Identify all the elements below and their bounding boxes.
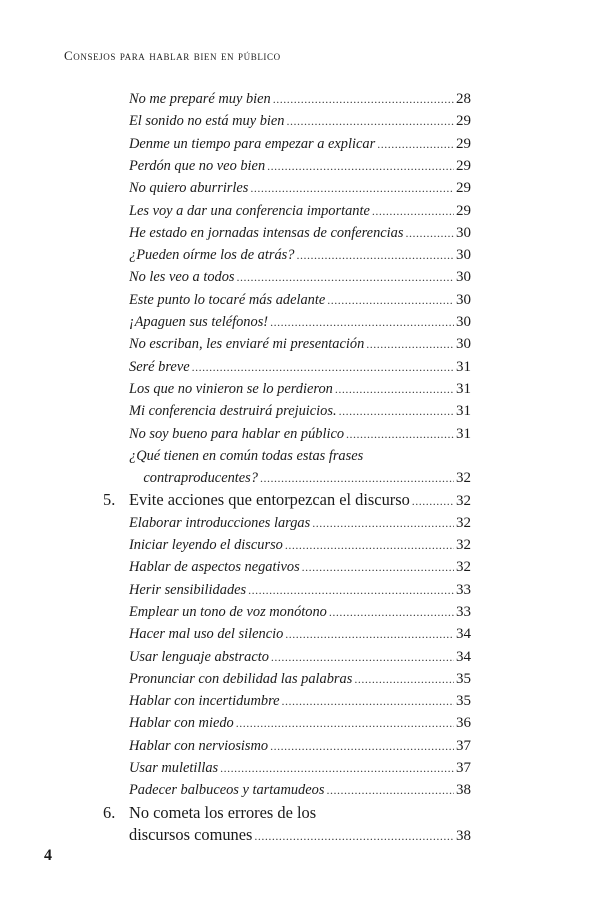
entry-page-number: 32 bbox=[456, 537, 471, 553]
entry-page-number: 31 bbox=[456, 380, 471, 397]
entry-page-number: 34 bbox=[456, 648, 471, 665]
toc-subentry bbox=[129, 311, 471, 333]
dot-leader bbox=[254, 825, 454, 846]
entry-page-number: 33 bbox=[456, 603, 471, 620]
dot-leader bbox=[282, 690, 454, 712]
entry-title: Usar muletillas bbox=[129, 760, 219, 776]
entry-title: Evite acciones que entorpezcan el discurso bbox=[129, 490, 410, 510]
toc-subentry bbox=[129, 244, 471, 266]
dot-leader bbox=[248, 579, 454, 601]
entry-page-number: 28 bbox=[456, 91, 471, 107]
entry-page-number: 36 bbox=[456, 715, 471, 732]
entry-title: ¡Apaguen sus teléfonos! bbox=[129, 314, 269, 330]
entry-title: contraproducentes? bbox=[129, 470, 258, 487]
entry-page-number: 35 bbox=[456, 693, 471, 710]
dot-leader bbox=[250, 177, 454, 199]
dot-leader bbox=[412, 490, 454, 511]
dot-leader bbox=[405, 222, 454, 244]
toc-subentry bbox=[129, 601, 471, 623]
toc-subentry bbox=[129, 779, 471, 801]
dot-leader bbox=[192, 356, 454, 378]
toc-subentry bbox=[129, 467, 471, 489]
toc-subentry-line: ¿Qué tienen en común todas estas frases bbox=[129, 447, 364, 464]
dot-leader bbox=[327, 289, 454, 311]
toc-subentry bbox=[129, 289, 471, 311]
entry-page-number: 30 bbox=[456, 336, 471, 353]
dot-leader bbox=[267, 155, 454, 177]
dot-leader bbox=[377, 133, 454, 155]
entry-title: Usar lenguaje abstracto bbox=[129, 648, 269, 665]
toc-subentry bbox=[129, 222, 471, 244]
toc-subentry bbox=[129, 200, 471, 222]
entry-title: No escriban, les enviaré mi presentación bbox=[129, 336, 365, 353]
entry-page-number: 35 bbox=[456, 670, 471, 687]
entry-title: Pronunciar con debilidad las palabras bbox=[129, 670, 353, 687]
entry-page-number: 33 bbox=[456, 581, 471, 598]
toc-subentry bbox=[129, 712, 471, 734]
entry-page-number: 31 bbox=[456, 358, 471, 375]
entry-page-number: 37 bbox=[456, 737, 471, 754]
entry-title: No quiero aburrirles bbox=[129, 180, 249, 197]
toc-subentry bbox=[129, 735, 471, 757]
toc-subentry bbox=[129, 668, 471, 690]
toc-subentry bbox=[129, 579, 471, 601]
dot-leader bbox=[286, 110, 454, 132]
toc-subentry bbox=[129, 423, 471, 445]
dot-leader bbox=[236, 712, 454, 734]
entry-page-number: 29 bbox=[456, 180, 471, 197]
entry-page-number: 29 bbox=[456, 135, 471, 152]
entry-title: Seré breve bbox=[129, 358, 190, 375]
toc-section-line: No cometa los errores de los bbox=[129, 802, 317, 822]
toc-subentry bbox=[129, 400, 471, 422]
dot-leader bbox=[296, 244, 454, 266]
dot-leader bbox=[346, 423, 454, 445]
entry-page-number: 38 bbox=[456, 782, 471, 799]
entry-page-number: 32 bbox=[456, 559, 471, 576]
toc-subentry bbox=[129, 757, 471, 779]
dot-leader bbox=[273, 88, 454, 110]
toc-subentry bbox=[129, 646, 471, 668]
entry-title: Elaborar introducciones largas bbox=[129, 514, 311, 531]
dot-leader bbox=[372, 200, 454, 222]
entry-page-number: 30 bbox=[456, 224, 471, 241]
entry-title: Hablar de aspectos negativos bbox=[129, 559, 300, 576]
entry-title: He estado en jornadas intensas de conferencias bbox=[129, 224, 404, 241]
dot-leader bbox=[220, 757, 454, 779]
toc-subentry bbox=[129, 512, 471, 534]
toc-subentry bbox=[129, 333, 471, 355]
toc-section-entry bbox=[129, 824, 471, 846]
entry-title: El sonido no está muy bien bbox=[129, 113, 285, 130]
running-header: Consejos para hablar bien en público bbox=[64, 48, 281, 63]
entry-title: Mi conferencia destruirá prejuicios. bbox=[129, 403, 337, 420]
toc-subentry bbox=[129, 690, 471, 712]
dot-leader bbox=[335, 378, 454, 400]
toc-subentry bbox=[129, 556, 471, 578]
toc-subentry bbox=[129, 133, 471, 155]
entry-page-number: 32 bbox=[456, 470, 471, 487]
entry-page-number: 29 bbox=[456, 202, 471, 219]
entry-title: Padecer balbuceos y tartamudeos bbox=[129, 782, 325, 799]
section-number: 5. bbox=[103, 490, 116, 510]
entry-page-number: 38 bbox=[456, 827, 471, 844]
toc-section-entry bbox=[129, 489, 471, 511]
toc-subentry bbox=[129, 155, 471, 177]
toc-subentry bbox=[129, 378, 471, 400]
dot-leader bbox=[270, 311, 454, 333]
dot-leader bbox=[326, 779, 454, 801]
dot-leader bbox=[339, 400, 454, 422]
entry-title: No soy bueno para hablar en público bbox=[129, 425, 345, 442]
entry-page-number: 29 bbox=[456, 113, 471, 130]
toc-subentry bbox=[129, 356, 471, 378]
toc-subentry bbox=[129, 110, 471, 132]
entry-page-number: 37 bbox=[456, 760, 471, 776]
entry-page-number: 32 bbox=[456, 514, 471, 531]
entry-page-number: 31 bbox=[456, 425, 471, 442]
entry-page-number: 30 bbox=[456, 247, 471, 264]
dot-leader bbox=[354, 668, 454, 690]
dot-leader bbox=[366, 333, 454, 355]
entry-page-number: 32 bbox=[456, 493, 471, 510]
entry-title: Hacer mal uso del silencio bbox=[129, 626, 284, 643]
dot-leader bbox=[270, 735, 454, 757]
entry-page-number: 30 bbox=[456, 314, 471, 330]
toc-subentry bbox=[129, 177, 471, 199]
entry-page-number: 34 bbox=[456, 626, 471, 643]
toc-subentry bbox=[129, 534, 471, 556]
section-number: 6. bbox=[103, 802, 116, 822]
entry-title: Los que no vinieron se lo perdieron bbox=[129, 380, 333, 397]
entry-title: ¿Pueden oírme los de atrás? bbox=[129, 247, 295, 264]
dot-leader bbox=[285, 534, 454, 556]
dot-leader bbox=[302, 556, 454, 578]
entry-title: Este punto lo tocaré más adelante bbox=[129, 291, 326, 308]
dot-leader bbox=[271, 646, 454, 668]
dot-leader bbox=[260, 467, 454, 489]
entry-title: Denme un tiempo para empezar a explicar bbox=[129, 135, 376, 152]
entry-title: Perdón que no veo bien bbox=[129, 157, 266, 174]
entry-page-number: 30 bbox=[456, 269, 471, 286]
entry-title: Iniciar leyendo el discurso bbox=[129, 537, 283, 553]
dot-leader bbox=[329, 601, 454, 623]
dot-leader bbox=[312, 512, 454, 534]
toc-subentry bbox=[129, 88, 471, 110]
entry-page-number: 30 bbox=[456, 291, 471, 308]
entry-title: No les veo a todos bbox=[129, 269, 235, 286]
entry-title: discursos comunes bbox=[129, 824, 253, 844]
entry-title: Hablar con nerviosismo bbox=[129, 737, 269, 754]
entry-title: No me preparé muy bien bbox=[129, 91, 271, 107]
page-number: 4 bbox=[44, 847, 52, 864]
entry-title: Hablar con incertidumbre bbox=[129, 693, 280, 710]
entry-title: Les voy a dar una conferencia importante bbox=[129, 202, 370, 219]
entry-page-number: 31 bbox=[456, 403, 471, 420]
entry-title: Herir sensibilidades bbox=[129, 581, 247, 598]
toc-subentry bbox=[129, 266, 471, 288]
entry-title: Emplear un tono de voz monótono bbox=[129, 603, 327, 620]
toc-subentry bbox=[129, 623, 471, 645]
entry-title: Hablar con miedo bbox=[129, 715, 234, 732]
entry-page-number: 29 bbox=[456, 157, 471, 174]
dot-leader bbox=[237, 266, 454, 288]
dot-leader bbox=[285, 623, 454, 645]
